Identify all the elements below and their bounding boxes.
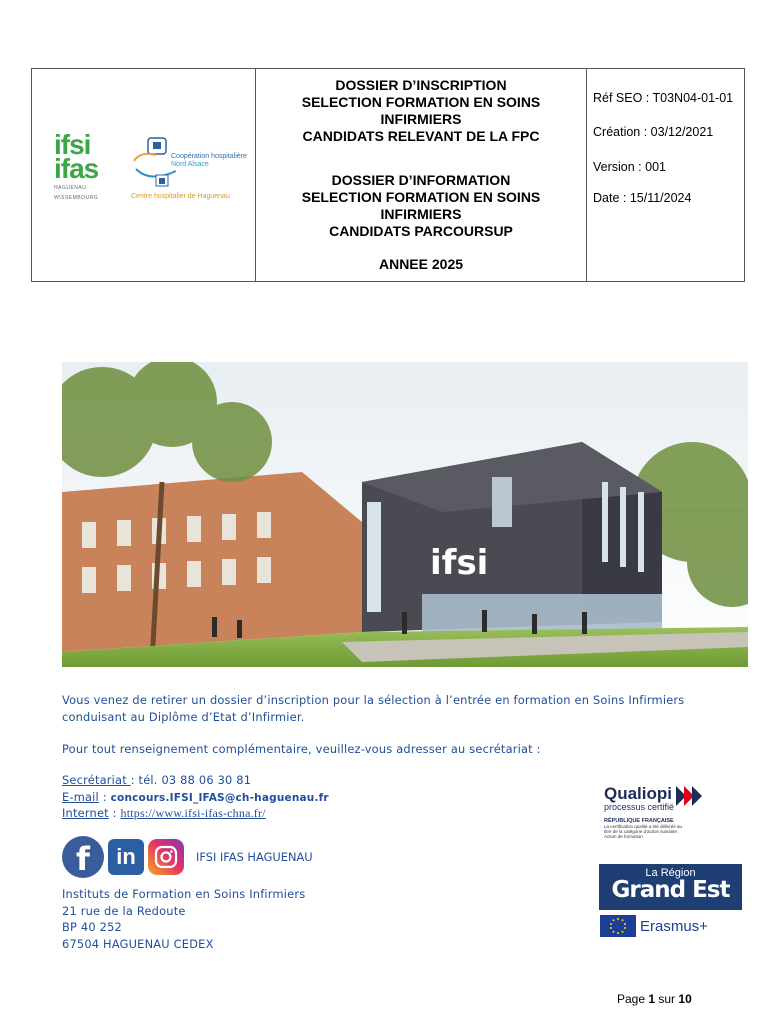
title1-line: SELECTION FORMATION EN SOINS xyxy=(301,94,541,110)
coop-line2: Nord Alsace xyxy=(171,161,209,168)
internet-label: Internet xyxy=(62,806,109,820)
title-cell xyxy=(256,69,587,281)
intro-line2: conduisant au Diplôme d’Etat d’Infirmier. xyxy=(62,710,305,724)
building-illustration xyxy=(62,362,748,667)
building-image xyxy=(62,362,748,667)
title2-line: CANDIDATS PARCOURSUP xyxy=(329,223,513,239)
ifsi-logo-sub1: HAGUENAU xyxy=(54,185,87,191)
ifsi-logo-sub2: WISSEMBOURG xyxy=(54,195,99,201)
secretariat-phone[interactable]: : tél. 03 88 06 30 81 xyxy=(130,773,252,787)
title1-line: CANDIDATS RELEVANT DE LA FPC xyxy=(302,128,540,144)
website-link[interactable]: https://www.ifsi-ifas-chna.fr/ xyxy=(120,806,266,820)
page-current: 1 xyxy=(648,992,656,1006)
ref-seo: Réf SEO : T03N04-01-01 xyxy=(593,91,734,105)
page-mid: sur xyxy=(655,992,679,1006)
page-total: 10 xyxy=(678,992,692,1006)
facebook-icon[interactable]: f xyxy=(62,836,104,878)
date: Date : 15/11/2024 xyxy=(593,191,692,205)
address-line1: Instituts de Formation en Soins Infirmiers xyxy=(62,887,306,901)
qualiopi-logo xyxy=(604,784,734,850)
email-link[interactable]: concours.IFSI_IFAS@ch-haguenau.fr xyxy=(110,792,329,804)
eu-flag-icon xyxy=(600,915,636,937)
ch-haguenau-logo xyxy=(126,135,252,205)
logo-cell xyxy=(32,69,256,281)
title-block-1 xyxy=(256,77,586,145)
building-sign: ifsi xyxy=(430,543,489,583)
address-line2: 21 rue de la Redoute xyxy=(62,904,186,918)
linkedin-icon[interactable]: in xyxy=(108,839,144,875)
erasmus-label: Erasmus+ xyxy=(640,917,708,935)
address-line4: 67504 HAGUENAU CEDEX xyxy=(62,937,214,951)
qualiopi-sub: processus certifié xyxy=(604,802,675,812)
social-label: IFSI IFAS HAGUENAU xyxy=(196,850,313,864)
instagram-icon[interactable] xyxy=(148,839,184,875)
ch-name: Centre hospitalier de Haguenau xyxy=(131,193,230,200)
ifsi-ifas-logo xyxy=(54,129,114,203)
title1-line: DOSSIER D’INSCRIPTION xyxy=(335,77,507,93)
address-line3: BP 40 252 xyxy=(62,920,122,934)
secretariat-label: Secrétariat xyxy=(62,773,131,787)
internet-line: Internet : https://www.ifsi-ifas-chna.fr/ xyxy=(62,806,266,820)
region-grand-est-logo xyxy=(599,864,742,910)
title2-line: SELECTION FORMATION EN SOINS xyxy=(301,189,541,205)
qualiopi-arrows-icon xyxy=(676,786,702,806)
rf-label: RÉPUBLIQUE FRANÇAISE xyxy=(604,818,674,824)
erasmus-logo xyxy=(600,914,742,938)
instagram-glyph xyxy=(154,845,178,869)
ifsi-logo-word-top: ifsi xyxy=(54,129,91,160)
coop-line1: Coopération hospitalière xyxy=(171,153,247,160)
secretariat-line xyxy=(62,773,251,787)
page-number xyxy=(617,992,692,1006)
title1-line: INFIRMIERS xyxy=(380,111,462,127)
title2-line: DOSSIER D’INFORMATION xyxy=(331,172,511,188)
version: Version : 001 xyxy=(593,160,666,174)
intro-line1: Vous venez de retirer un dossier d’inscription pour la sélection à l’entrée en formation en Soins Infirmiers xyxy=(62,693,685,707)
creation-date: Création : 03/12/2021 xyxy=(593,125,714,139)
page-prefix: Page xyxy=(617,992,649,1006)
email-line: E-mail : concours.IFSI_IFAS@ch-haguenau.fr xyxy=(62,790,329,804)
ifsi-logo-word-bottom: ifas xyxy=(54,153,99,184)
title2-line: INFIRMIERS xyxy=(380,206,462,222)
region-big: Grand Est xyxy=(611,877,730,903)
region-top: La Région xyxy=(645,867,696,879)
title-block-2 xyxy=(256,172,586,240)
social-icons xyxy=(62,836,313,878)
email-label: E-mail xyxy=(62,790,99,804)
qualiopi-small3: Action de formation xyxy=(604,834,643,839)
intro-line3: Pour tout renseignement complémentaire, veuillez-vous adresser au secrétariat : xyxy=(62,742,541,756)
qualiopi-small2: titre de la catégorie d’action suivante : xyxy=(604,829,680,834)
annee-label: ANNEE 2025 xyxy=(378,256,464,272)
qualiopi-brand: Qualiopi xyxy=(604,784,672,803)
eu-stars xyxy=(600,915,636,937)
qualiopi-small1: La certification qualité a été délivrée au xyxy=(604,824,683,829)
